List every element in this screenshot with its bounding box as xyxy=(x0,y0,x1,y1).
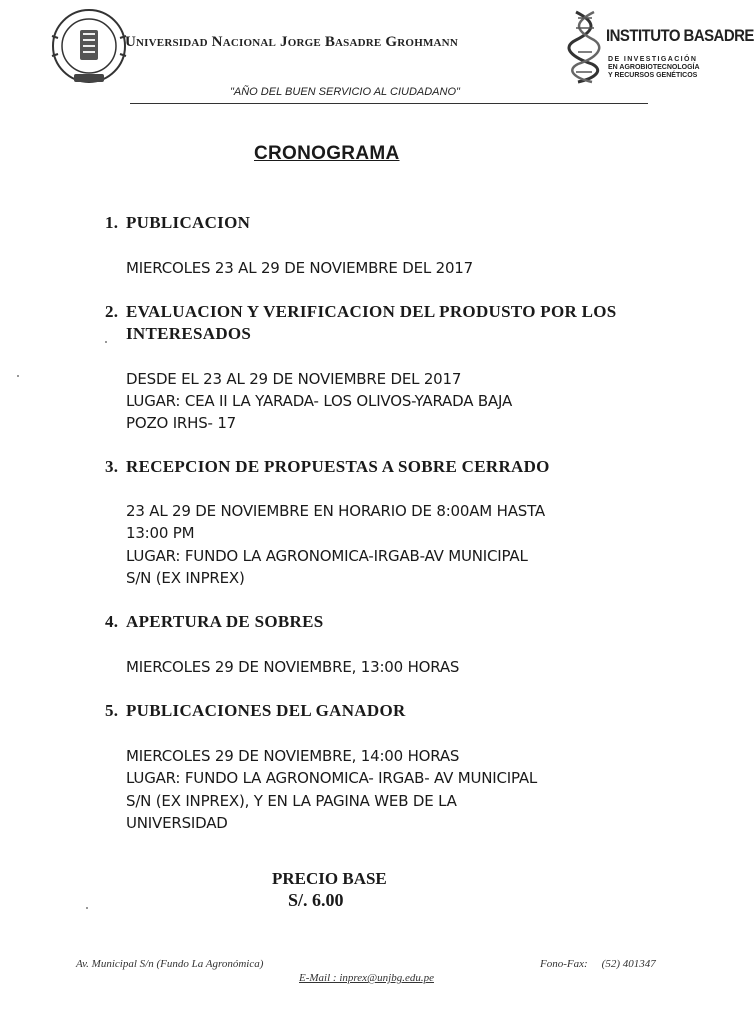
section-number: 3. xyxy=(105,457,119,476)
section-line: LUGAR: FUNDO LA AGRONOMICA- IRGAB- AV MUNICIPAL xyxy=(126,769,538,787)
scan-speck xyxy=(86,907,88,909)
section-line: LUGAR: FUNDO LA AGRONOMICA-IRGAB-AV MUNICIPAL xyxy=(126,547,528,565)
section-heading xyxy=(105,700,665,722)
section-line: MIERCOLES 29 DE NOVIEMBRE, 14:00 HORAS xyxy=(126,747,460,765)
section-heading-text: PUBLICACION xyxy=(126,213,251,232)
section-line: MIERCOLES 23 AL 29 DE NOVIEMBRE DEL 2017 xyxy=(126,259,473,277)
section-line: POZO IRHS- 17 xyxy=(126,414,237,432)
institute-name: INSTITUTO BASADRE xyxy=(606,26,754,45)
section-line: MIERCOLES 29 DE NOVIEMBRE, 13:00 HORAS xyxy=(126,658,460,676)
footer-phone-value: (52) 401347 xyxy=(601,958,656,970)
institute-subtitle xyxy=(608,56,700,80)
footer-email[interactable]: E-Mail : inprex@unjbg.edu.pe xyxy=(299,972,434,984)
section-line: LUGAR: CEA II LA YARADA- LOS OLIVOS-YARADA BAJA xyxy=(126,392,513,410)
footer-address: Av. Municipal S/n (Fundo La Agronómica) xyxy=(76,958,264,970)
section-line: 23 AL 29 DE NOVIEMBRE EN HORARIO DE 8:00AM HASTA xyxy=(126,502,545,520)
document-title: CRONOGRAMA xyxy=(254,143,400,164)
scan-speck xyxy=(105,341,107,343)
university-name: Universidad Nacional Jorge Basadre Grohmann xyxy=(125,34,458,50)
section-heading xyxy=(105,456,665,478)
section-heading-text: RECEPCION DE PROPUESTAS A SOBRE CERRADO xyxy=(126,457,550,476)
base-price-value: S/. 6.00 xyxy=(288,890,344,910)
section-number: 1. xyxy=(105,213,119,232)
section-line: S/N (EX INPREX) xyxy=(126,569,245,587)
footer-phone xyxy=(540,958,656,970)
section-line: UNIVERSIDAD xyxy=(126,814,228,832)
dna-helix-logo-icon xyxy=(566,8,604,84)
header-divider xyxy=(130,103,648,104)
section-heading-text: APERTURA DE SOBRES xyxy=(126,612,324,631)
section-heading-text: PUBLICACIONES DEL GANADOR xyxy=(126,701,406,720)
section-line: S/N (EX INPREX), Y EN LA PAGINA WEB DE LA xyxy=(126,792,457,810)
institute-subtitle-line: EN AGROBIOTECNOLOGÍA xyxy=(608,64,700,71)
section-line: DESDE EL 23 AL 29 DE NOVIEMBRE DEL 2017 xyxy=(126,370,462,388)
institute-subtitle-line: Y RECURSOS GENÉTICOS xyxy=(608,72,698,79)
section-number: 5. xyxy=(105,701,119,720)
footer-phone-label: Fono-Fax: xyxy=(540,958,588,970)
institute-subtitle-line: DE INVESTIGACIÓN xyxy=(608,56,698,63)
section-number: 4. xyxy=(105,612,119,631)
university-seal-icon xyxy=(50,8,128,86)
section-number: 2. xyxy=(105,302,119,321)
section-line: 13:00 PM xyxy=(126,524,195,542)
section-heading xyxy=(105,301,665,345)
scan-speck xyxy=(17,375,19,377)
section-heading xyxy=(105,212,665,234)
section-heading xyxy=(105,611,665,633)
year-slogan: "AÑO DEL BUEN SERVICIO AL CIUDADANO" xyxy=(230,86,460,98)
section-heading-text: EVALUACION Y VERIFICACION DEL PRODUSTO POR LOS INTERESADOS xyxy=(126,302,617,343)
base-price-label: PRECIO BASE xyxy=(272,869,387,888)
